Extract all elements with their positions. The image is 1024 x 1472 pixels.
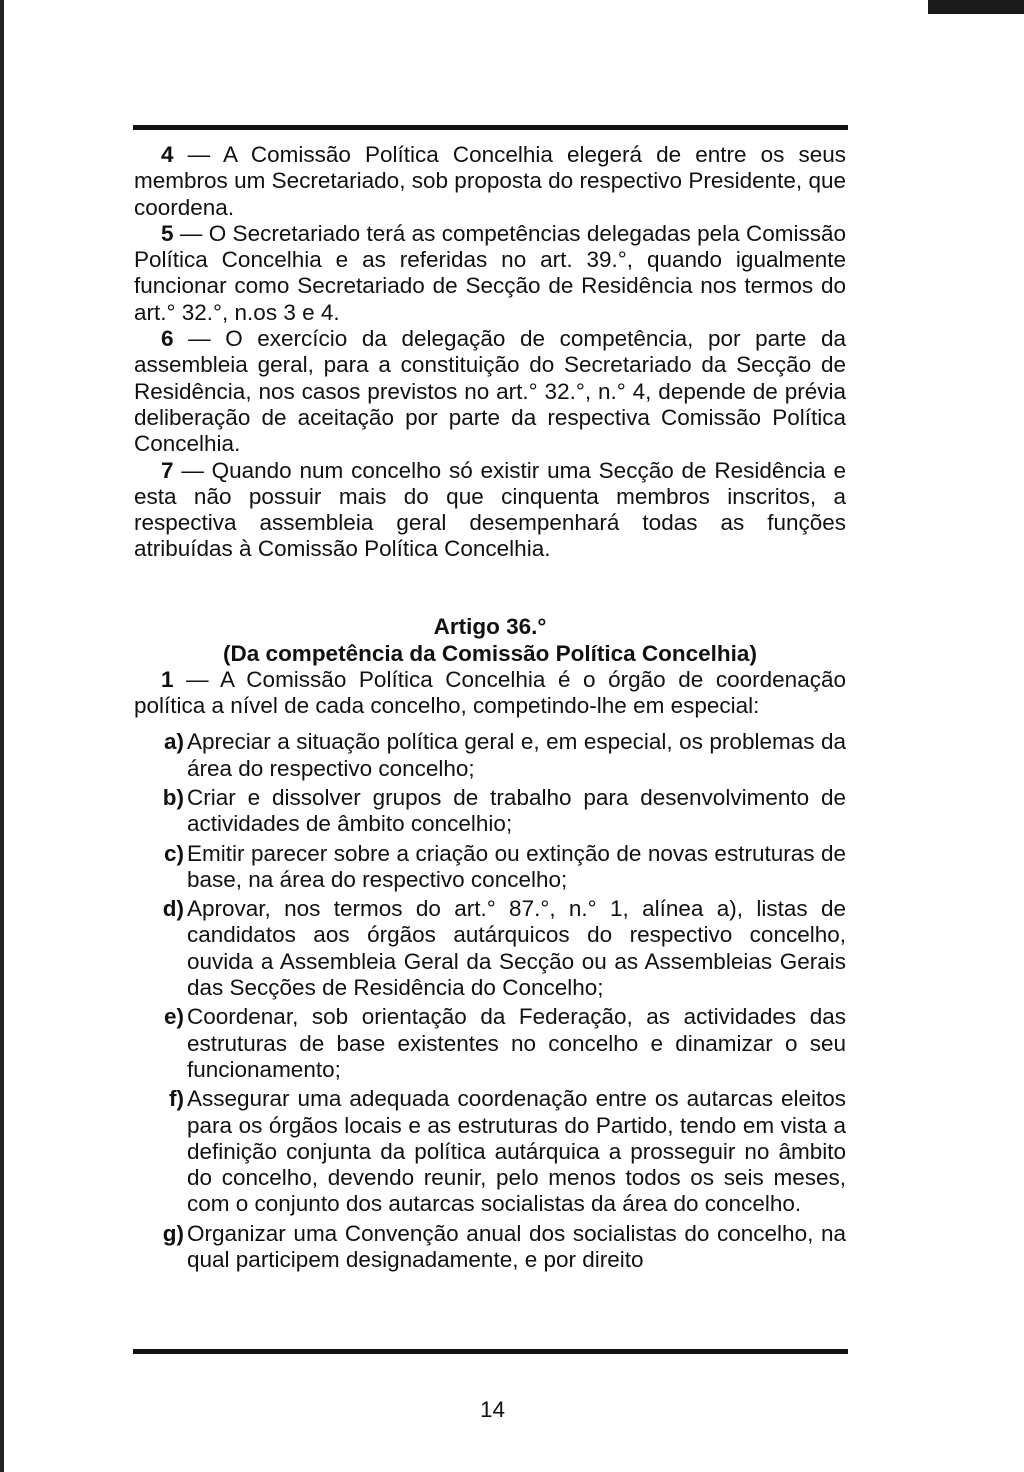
top-rule	[133, 125, 848, 130]
item-label: d)	[162, 896, 184, 922]
paragraph-number: 1	[161, 666, 174, 692]
item-label: f)	[169, 1086, 184, 1112]
list-item	[134, 1086, 846, 1217]
paragraph-5	[134, 221, 846, 326]
list-item	[134, 896, 846, 1001]
list-item	[134, 785, 846, 838]
item-text: Emitir parecer sobre a criação ou extinção de novas estruturas de base, na área do respectivo concelho;	[187, 840, 846, 892]
paragraph-number: 6	[161, 326, 174, 352]
paragraph-text: — A Comissão Política Concelhia elegerá de entre os seus membros um Secretariado, sob proposta do respectivo Presidente, que coordena.	[134, 142, 846, 220]
list-item	[134, 841, 846, 894]
paragraph-number: 5	[161, 220, 174, 246]
paragraph-text: — O exercício da delegação de competência, por parte da assembleia geral, para a constituição do Secretariado da Secção de Residência, nos casos previstos no art.° 32.°, n.° 4, depende de prévia deliberação de aceitação por parte da respectiva Comissão Política Concelhia.	[134, 326, 846, 457]
item-label: g)	[162, 1220, 184, 1246]
item-label: b)	[162, 784, 184, 810]
item-label: c)	[163, 840, 184, 866]
item-text: Aprovar, nos termos do art.° 87.°, n.° 1, alínea a), listas de candidatos aos órgãos autárquicos do respectivo concelho, ouvida a Assembleia Geral da Secção ou as Assembleias Gerais das Secções de Residência do Concelho;	[187, 896, 846, 1001]
paragraph-7	[134, 458, 846, 563]
item-text: Coordenar, sob orientação da Federação, as actividades das estruturas de base existentes no concelho e dinamizar o seu funcionamento;	[187, 1004, 846, 1082]
paragraph-text: — O Secretariado terá as competências delegadas pela Comissão Política Concelhia e as referidas no art. 39.°, quando igualmente funcionar como Secretariado de Secção de Residência nos termos do art.° 32.°, n.os 3 e 4.	[134, 220, 846, 325]
item-text: Apreciar a situação política geral e, em especial, os problemas da área do respectivo concelho;	[187, 729, 846, 781]
article-title: Artigo 36.°	[433, 613, 547, 639]
paragraph-text: — A Comissão Política Concelhia é o órgão de coordenação política a nível de cada concelho, competindo-lhe em especial:	[134, 666, 846, 719]
page-left-edge	[0, 0, 4, 1472]
page-number: 14	[479, 1397, 506, 1422]
competence-list	[134, 729, 846, 1273]
article-subtitle: (Da competência da Comissão Política Concelhia)	[223, 640, 757, 666]
page-body	[134, 142, 846, 1276]
item-text: Criar e dissolver grupos de trabalho para desenvolvimento de actividades de âmbito concelhio;	[187, 784, 846, 837]
item-label: e)	[163, 1004, 184, 1030]
paragraph-number: 4	[161, 142, 174, 167]
bottom-rule	[133, 1349, 848, 1354]
item-label: a)	[163, 729, 184, 755]
paragraph-number: 7	[161, 457, 174, 483]
item-text: Assegurar uma adequada coordenação entre os autarcas eleitos para os órgãos locais e as estruturas do Partido, tendo em vista a definição conjunta da política autárquica a prosseguir no âmbito do concelho, devendo reunir, pelo menos todos os seis meses, com o conjunto dos autarcas socialistas da área do concelho.	[187, 1086, 846, 1217]
paragraph-6	[134, 326, 846, 457]
paragraph-4	[134, 142, 846, 221]
list-item	[134, 729, 846, 782]
item-text: Organizar uma Convenção anual dos socialistas do concelho, na qual participem designadamente, e por direito	[187, 1220, 846, 1272]
article-intro	[134, 667, 846, 720]
paragraph-text: — Quando num concelho só existir uma Secção de Residência e esta não possuir mais do que cinquenta membros inscritos, a respectiva assembleia geral desempenhará todas as funções atribuídas à Comissão Política Concelhia.	[134, 457, 846, 562]
scan-corner-mark	[928, 0, 1024, 14]
list-item	[134, 1221, 846, 1274]
list-item	[134, 1004, 846, 1083]
